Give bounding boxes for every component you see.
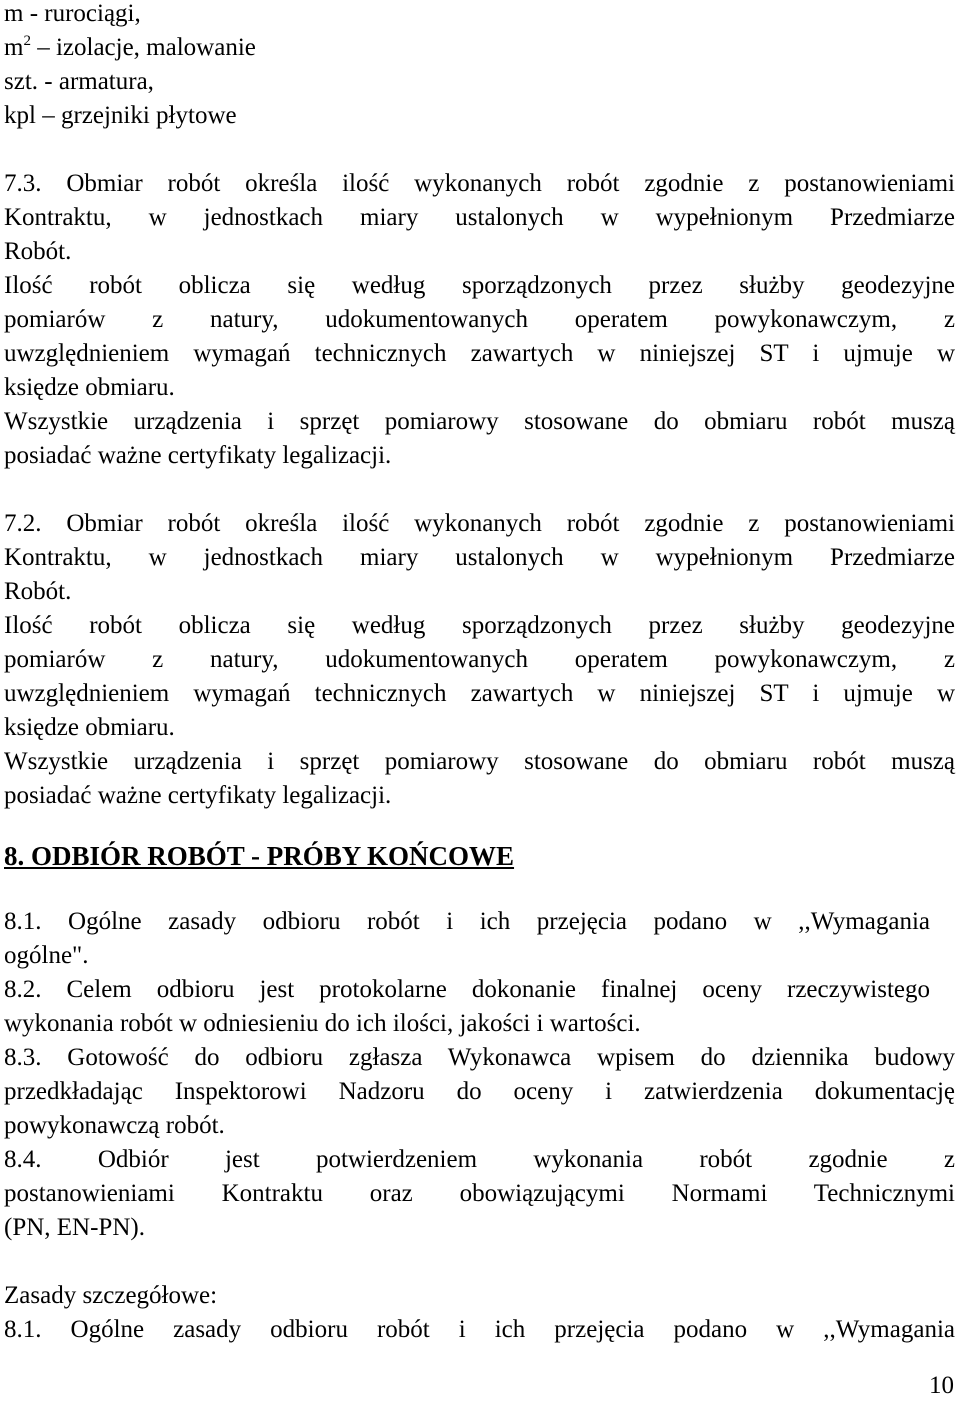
s73-line-8: Wszystkie urządzenia i sprzęt pomiarowy stosowane do obmiaru robót muszą [4,408,955,435]
s73-line-3: Robót. [4,238,72,265]
unit-line-fittings: szt. - armatura, [4,68,154,95]
p83-line-1: 8.3. Gotowość do odbioru zgłasza Wykonawca wpisem do dziennika budowy [4,1044,955,1071]
p84-line-1: 8.4. Odbiór jest potwierdzeniem wykonania robót zgodnie z [4,1146,955,1173]
p82-line-2: wykonania robót w odniesieniu do ich ilości, jakości i wartości. [4,1010,641,1037]
unit-insulation-text: – izolacje, malowanie [30,34,256,61]
s73-line-1: 7.3. Obmiar robót określa ilość wykonanych robót zgodnie z postanowieniami [4,170,955,197]
s72-line-1: 7.2. Obmiar robót określa ilość wykonanych robót zgodnie z postanowieniami [4,510,955,537]
p82-line-1: 8.2. Celem odbioru jest protokolarne dokonanie finalnej oceny rzeczywistego [4,976,930,1003]
page-number: 10 [929,1372,954,1399]
s72-line-2: Kontraktu, w jednostkach miary ustalonych w wypełnionym Przedmiarze [4,544,955,571]
unit-line-insulation [4,31,955,65]
s72-line-5: pomiarów z natury, udokumentowanych operatem powykonawczym, z [4,646,955,673]
details-label: Zasady szczegółowe: [4,1282,218,1309]
s73-line-2: Kontraktu, w jednostkach miary ustalonych w wypełnionym Przedmiarze [4,204,955,231]
p83-line-3: powykonawczą robót. [4,1112,225,1139]
unit-m: m [4,34,24,61]
s73-line-4: Ilość robót oblicza się według sporządzonych przez służby geodezyjne [4,272,955,299]
unit-line-pipes: m - rurociągi, [4,0,141,27]
p84-line-3: (PN, EN-PN). [4,1214,145,1241]
d81-line-1: 8.1. Ogólne zasady odbioru robót i ich przejęcia podano w ,,Wymagania [4,1316,955,1343]
p83-line-2: przedkładając Inspektorowi Nadzoru do oceny i zatwierdzenia dokumentację [4,1078,955,1105]
section-8-heading: 8. ODBIÓR ROBÓT - PRÓBY KOŃCOWE [4,841,515,871]
s72-line-8: Wszystkie urządzenia i sprzęt pomiarowy stosowane do obmiaru robót muszą [4,748,955,775]
s73-line-7: księdze obmiaru. [4,374,175,401]
s73-line-6: uwzględnieniem wymagań technicznych zawartych w niniejszej ST i ujmuje w [4,340,955,367]
p81-line-2: ogólne". [4,942,89,969]
s72-line-6: uwzględnieniem wymagań technicznych zawartych w niniejszej ST i ujmuje w [4,680,955,707]
s73-line-5: pomiarów z natury, udokumentowanych operatem powykonawczym, z [4,306,955,333]
p84-line-2: postanowieniami Kontraktu oraz obowiązującymi Normami Technicznymi [4,1180,955,1207]
unit-superscript: 2 [23,33,31,49]
s72-line-4: Ilość robót oblicza się według sporządzonych przez służby geodezyjne [4,612,955,639]
s72-line-9: posiadać ważne certyfikaty legalizacji. [4,782,392,809]
unit-line-radiators: kpl – grzejniki płytowe [4,102,237,129]
s72-line-3: Robót. [4,578,72,605]
s73-line-9: posiadać ważne certyfikaty legalizacji. [4,442,392,469]
p81-line-1: 8.1. Ogólne zasady odbioru robót i ich przejęcia podano w ,,Wymagania [4,908,930,935]
s72-line-7: księdze obmiaru. [4,714,175,741]
